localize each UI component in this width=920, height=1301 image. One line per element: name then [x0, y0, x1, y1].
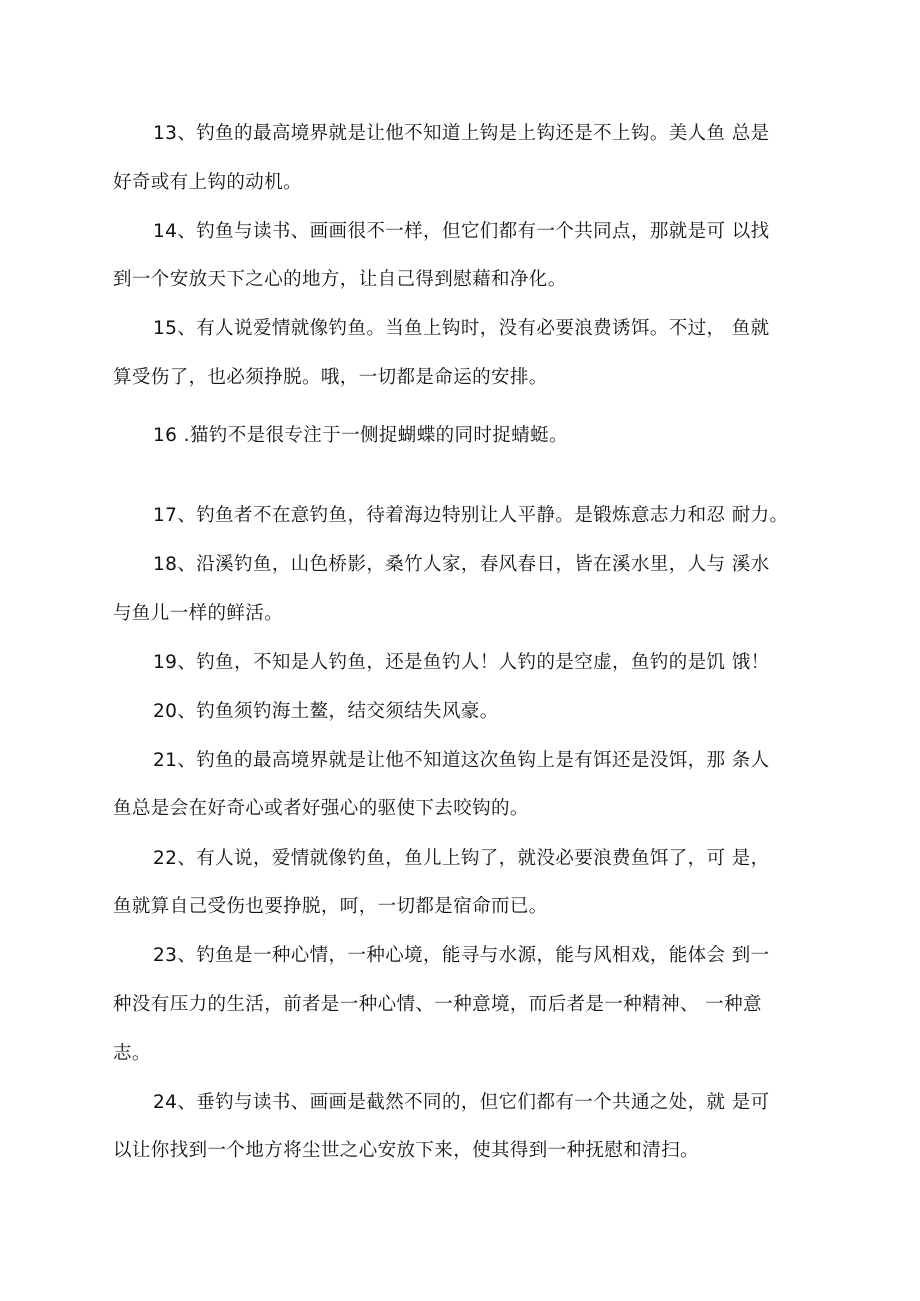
item-21-line-2: 鱼总是会在好奇心或者好强心的驱使下去咬钩的。 — [113, 798, 529, 819]
item-18-line-2: 与鱼儿一样的鲜活。 — [113, 603, 284, 624]
item-21-line-1: 21、钓鱼的最高境界就是让他不知道这次鱼钩上是有饵还是没饵，那 条人 — [153, 750, 770, 771]
item-13-line-2: 好奇或有上钩的动机。 — [113, 172, 303, 193]
item-14-line-2: 到一个安放天下之心的地方，让自己得到慰藉和净化。 — [113, 269, 567, 290]
item-16-line-1: 16 .猫钓不是很专注于一侧捉蝴蝶的同时捉蜻蜓。 — [153, 425, 568, 446]
item-14-line-1: 14、钓鱼与读书、画画很不一样，但它们都有一个共同点，那就是可 以找 — [153, 221, 770, 242]
item-23-line-1: 23、钓鱼是一种心情，一种心境，能寻与水源，能与风相戏，能体会 到一 — [153, 945, 770, 966]
item-22-line-1: 22、有人说，爱情就像钓鱼，鱼儿上钩了，就没必要浪费鱼饵了，可 是， — [153, 848, 770, 869]
item-15-line-1: 15、有人说爱情就像钓鱼。当鱼上钩时，没有必要浪费诱饵。不过， 鱼就 — [153, 318, 770, 339]
item-15-line-2: 算受伤了，也必须挣脱。哦，一切都是命运的安排。 — [113, 367, 548, 388]
item-24-line-2: 以让你找到一个地方将尘世之心安放下来，使其得到一种抚慰和清扫。 — [113, 1140, 699, 1161]
item-13-line-1: 13、钓鱼的最高境界就是让他不知道上钩是上钩还是不上钩。美人鱼 总是 — [153, 123, 770, 144]
item-20-line-1: 20、钓鱼须钓海土鳌，结交须结失风豪。 — [153, 701, 499, 722]
item-23-line-2: 种没有压力的生活，前者是一种心情、一种意境，而后者是一种精神、 一种意 — [113, 994, 762, 1015]
item-17-line-1: 17、钓鱼者不在意钓鱼，待着海边特别让人平静。是锻炼意志力和忍 耐力。 — [153, 505, 789, 526]
item-18-line-1: 18、沿溪钓鱼，山色桥影，桑竹人家，春风春日，皆在溪水里，人与 溪水 — [153, 554, 770, 575]
item-23-line-3: 志。 — [113, 1043, 151, 1064]
item-19-line-1: 19、钓鱼，不知是人钓鱼，还是鱼钓人！人钓的是空虚，鱼钓的是饥 饿！ — [153, 652, 770, 673]
item-24-line-1: 24、垂钓与读书、画画是截然不同的，但它们都有一个共通之处，就 是可 — [153, 1092, 770, 1113]
item-22-line-2: 鱼就算自己受伤也要挣脱，呵，一切都是宿命而已。 — [113, 896, 548, 917]
